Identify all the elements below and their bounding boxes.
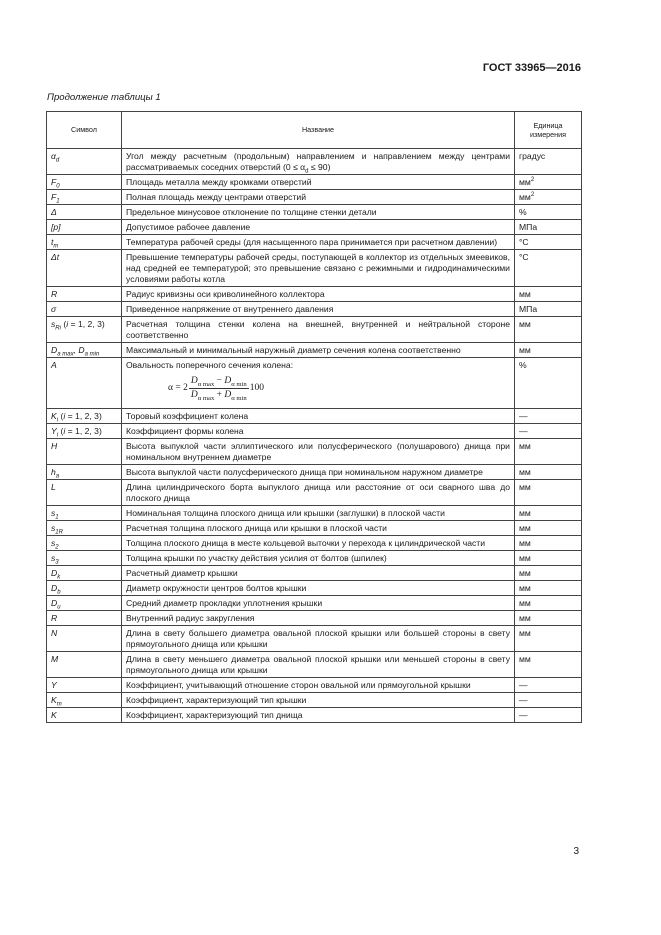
symbol-cell: $F_1$ xyxy=(47,190,122,205)
name-cell xyxy=(122,596,515,611)
ovality-formula xyxy=(168,376,510,401)
name-cell xyxy=(122,149,515,175)
name-cell xyxy=(122,581,515,596)
column-header-unit: Единица измерения xyxy=(515,112,582,149)
symbol-cell: R xyxy=(47,611,122,626)
page-number: 3 xyxy=(573,846,579,857)
name-text: Диаметр окружности центров болтов крышки xyxy=(126,583,307,593)
name-cell xyxy=(122,465,515,480)
name-text: Внутренний радиус закругления xyxy=(126,613,255,623)
name-cell xyxy=(122,626,515,652)
table-row xyxy=(47,149,582,175)
table-body xyxy=(47,149,582,723)
unit-cell: мм xyxy=(515,536,582,551)
table-row xyxy=(47,424,582,439)
formula-fraction xyxy=(189,376,249,401)
name-cell xyxy=(122,190,515,205)
unit-cell: мм xyxy=(515,611,582,626)
formula-factor: 100 xyxy=(249,383,265,393)
symbol-cell: Δ xyxy=(47,205,122,220)
unit-cell: °С xyxy=(515,235,582,250)
name-text: Допустимое рабочее давление xyxy=(126,222,251,232)
name-cell xyxy=(122,480,515,506)
symbol-cell: $F_0$ xyxy=(47,175,122,190)
name-cell xyxy=(122,678,515,693)
unit-cell: $мм^2$ xyxy=(515,175,582,190)
unit-cell: °С xyxy=(515,250,582,287)
name-text: Расчетная толщина плоского днища или крышки в плоской части xyxy=(126,523,387,533)
name-cell xyxy=(122,343,515,358)
table-row xyxy=(47,506,582,521)
name-text: Высота выпуклой части полусферического днища при номинальном наружном диаметре xyxy=(126,467,483,477)
symbol-cell: $h_a$ xyxy=(47,465,122,480)
name-text: Длина в свету большего диаметра овальной плоской крышки или большей стороны в свету прямоугольного днища или крышки xyxy=(126,628,510,649)
table-row xyxy=(47,708,582,723)
symbol-cell: $D_u$ xyxy=(47,596,122,611)
unit-cell: — xyxy=(515,708,582,723)
unit-cell: мм xyxy=(515,626,582,652)
table-row xyxy=(47,175,582,190)
name-cell xyxy=(122,439,515,465)
name-cell xyxy=(122,235,515,250)
table-header-row xyxy=(47,112,582,149)
name-text: Приведенное напряжение от внутреннего давления xyxy=(126,304,334,314)
table-row xyxy=(47,611,582,626)
name-cell xyxy=(122,536,515,551)
name-text: Толщина плоского днища в месте кольцевой выточки у перехода к цилиндрической части xyxy=(126,538,486,548)
symbol-cell: $K_m$ xyxy=(47,693,122,708)
symbol-cell: $s_{Ri}$ (i = 1, 2, 3) xyxy=(47,317,122,343)
symbol-cell: L xyxy=(47,480,122,506)
name-text: Средний диаметр прокладки уплотнения крышки xyxy=(126,598,323,608)
unit-cell: мм xyxy=(515,551,582,566)
symbol-cell: $\alpha_d$ xyxy=(47,149,122,175)
name-cell xyxy=(122,287,515,302)
table-row xyxy=(47,566,582,581)
unit-cell: мм xyxy=(515,465,582,480)
name-cell xyxy=(122,302,515,317)
unit-cell: мм xyxy=(515,480,582,506)
unit-cell: % xyxy=(515,205,582,220)
name-text: Номинальная толщина плоского днища или крышки (заглушки) в плоской части xyxy=(126,508,445,518)
name-cell xyxy=(122,708,515,723)
symbol-cell: $s_1$ xyxy=(47,506,122,521)
symbol-cell: [p] xyxy=(47,220,122,235)
unit-cell: — xyxy=(515,424,582,439)
unit-cell: — xyxy=(515,678,582,693)
table-row xyxy=(47,409,582,424)
name-text: Максимальный и минимальный наружный диаметр сечения колена соответственно xyxy=(126,345,461,355)
name-text: Длина цилиндрического борта выпуклого днища или расстояние от оси сварного шва до плоского днища xyxy=(126,482,510,503)
unit-cell: мм xyxy=(515,506,582,521)
name-cell xyxy=(122,220,515,235)
name-cell xyxy=(122,611,515,626)
unit-cell: мм xyxy=(515,581,582,596)
table-row xyxy=(47,343,582,358)
unit-cell: МПа xyxy=(515,302,582,317)
table-row xyxy=(47,205,582,220)
name-cell xyxy=(122,409,515,424)
table-row xyxy=(47,652,582,678)
symbol-cell: $D_b$ xyxy=(47,581,122,596)
symbol-cell: $t_m$ xyxy=(47,235,122,250)
unit-cell: мм xyxy=(515,652,582,678)
name-cell xyxy=(122,175,515,190)
table-row xyxy=(47,536,582,551)
unit-cell: % xyxy=(515,358,582,409)
table-row xyxy=(47,220,582,235)
symbol-cell: $s_{1R}$ xyxy=(47,521,122,536)
name-text: Полная площадь между центрами отверстий xyxy=(126,192,306,202)
symbol-cell: N xyxy=(47,626,122,652)
symbol-cell: A xyxy=(47,358,122,409)
table-row xyxy=(47,465,582,480)
table-row xyxy=(47,626,582,652)
name-text: Угол между расчетным (продольным) направлением и направлением между центрами рассматриваемых соседних отверстий $(0 \le \alpha_d \le 90)$ xyxy=(126,151,510,175)
unit-cell: мм xyxy=(515,287,582,302)
symbol-cell: $s_2$ xyxy=(47,536,122,551)
name-text: Превышение температуры рабочей среды, поступающей в коллектор из отдельных змеевиков, над средней ее температурой; это превышение связано с режимными и гидродинамическими условиями работы котла xyxy=(126,252,510,284)
name-text: Коэффициент, характеризующий тип крышки xyxy=(126,695,307,705)
column-header-symbol: Символ xyxy=(47,112,122,149)
table-row xyxy=(47,581,582,596)
unit-cell: мм xyxy=(515,317,582,343)
table-row xyxy=(47,358,582,409)
document-id: ГОСТ 33965—2016 xyxy=(482,62,581,74)
name-cell xyxy=(122,250,515,287)
symbol-cell: K xyxy=(47,708,122,723)
table-row xyxy=(47,439,582,465)
name-text: Температура рабочей среды (для насыщенного пара принимается при расчетном давлении) xyxy=(126,237,498,247)
table-row xyxy=(47,480,582,506)
formula-denominator: $D_{\alpha max} + D_{\alpha min}$ xyxy=(190,390,247,402)
name-text: Площадь металла между кромками отверстий xyxy=(126,177,312,187)
unit-cell: МПа xyxy=(515,220,582,235)
name-cell xyxy=(122,521,515,536)
unit-cell: градус xyxy=(515,149,582,175)
name-text: Овальность поперечного сечения колена: xyxy=(126,360,294,370)
table-row xyxy=(47,521,582,536)
table-row xyxy=(47,250,582,287)
symbol-cell: σ xyxy=(47,302,122,317)
table-row xyxy=(47,302,582,317)
name-text: Коэффициент, учитывающий отношение сторон овальной или прямоугольной крышки xyxy=(126,680,471,690)
table-row xyxy=(47,190,582,205)
name-text: Радиус кривизны оси криволинейного коллектора xyxy=(126,289,325,299)
unit-cell: мм xyxy=(515,521,582,536)
unit-cell: мм xyxy=(515,566,582,581)
unit-cell: мм xyxy=(515,596,582,611)
name-cell xyxy=(122,205,515,220)
name-cell xyxy=(122,506,515,521)
name-text: Расчетный диаметр крышки xyxy=(126,568,238,578)
symbol-cell: $Y_i$ (i = 1, 2, 3) xyxy=(47,424,122,439)
symbols-table xyxy=(46,111,582,723)
symbol-cell: $K_i$ (i = 1, 2, 3) xyxy=(47,409,122,424)
name-cell xyxy=(122,566,515,581)
name-cell xyxy=(122,652,515,678)
name-cell xyxy=(122,551,515,566)
table-row xyxy=(47,235,582,250)
name-text: Предельное минусовое отклонение по толщине стенки детали xyxy=(126,207,377,217)
name-text: Длина в свету меньшего диаметра овальной плоской крышки или меньшей стороны в свету прямоугольного днища или крышки xyxy=(126,654,510,675)
formula-lhs: α = 2 xyxy=(168,383,188,393)
name-text: Толщина крышки по участку действия усилия от болтов (шпилек) xyxy=(126,553,387,563)
unit-cell: — xyxy=(515,693,582,708)
table-row xyxy=(47,693,582,708)
unit-cell: — xyxy=(515,409,582,424)
symbol-cell: H xyxy=(47,439,122,465)
symbol-cell: Δt xyxy=(47,250,122,287)
name-text: Коэффициент формы колена xyxy=(126,426,244,436)
name-cell xyxy=(122,424,515,439)
table-caption: Продолжение таблицы 1 xyxy=(47,92,161,103)
symbol-cell: $s_3$ xyxy=(47,551,122,566)
symbol-cell: M xyxy=(47,652,122,678)
formula-numerator: $D_{\alpha max} - D_{\alpha min}$ xyxy=(190,376,247,388)
name-text: Коэффициент, характеризующий тип днища xyxy=(126,710,303,720)
symbol-cell: Y xyxy=(47,678,122,693)
table-row xyxy=(47,287,582,302)
name-text: Расчетная толщина стенки колена на внешней, внутренней и нейтральной стороне соответственно xyxy=(126,319,510,340)
name-cell xyxy=(122,693,515,708)
symbol-cell: R xyxy=(47,287,122,302)
table-row xyxy=(47,678,582,693)
name-text: Высота выпуклой части эллиптического или полусферического (полушарового) днища при номинальном внутреннем диаметре xyxy=(126,441,510,462)
symbol-cell: $D_{a max}$, $D_{a min}$ xyxy=(47,343,122,358)
name-cell xyxy=(122,317,515,343)
unit-cell: мм xyxy=(515,343,582,358)
symbol-cell: $D_k$ xyxy=(47,566,122,581)
table-row xyxy=(47,596,582,611)
name-cell xyxy=(122,358,515,409)
table-row xyxy=(47,317,582,343)
column-header-name: Название xyxy=(122,112,515,149)
unit-cell: $мм^2$ xyxy=(515,190,582,205)
table-row xyxy=(47,551,582,566)
unit-cell: мм xyxy=(515,439,582,465)
name-text: Торовый коэффициент колена xyxy=(126,411,249,421)
